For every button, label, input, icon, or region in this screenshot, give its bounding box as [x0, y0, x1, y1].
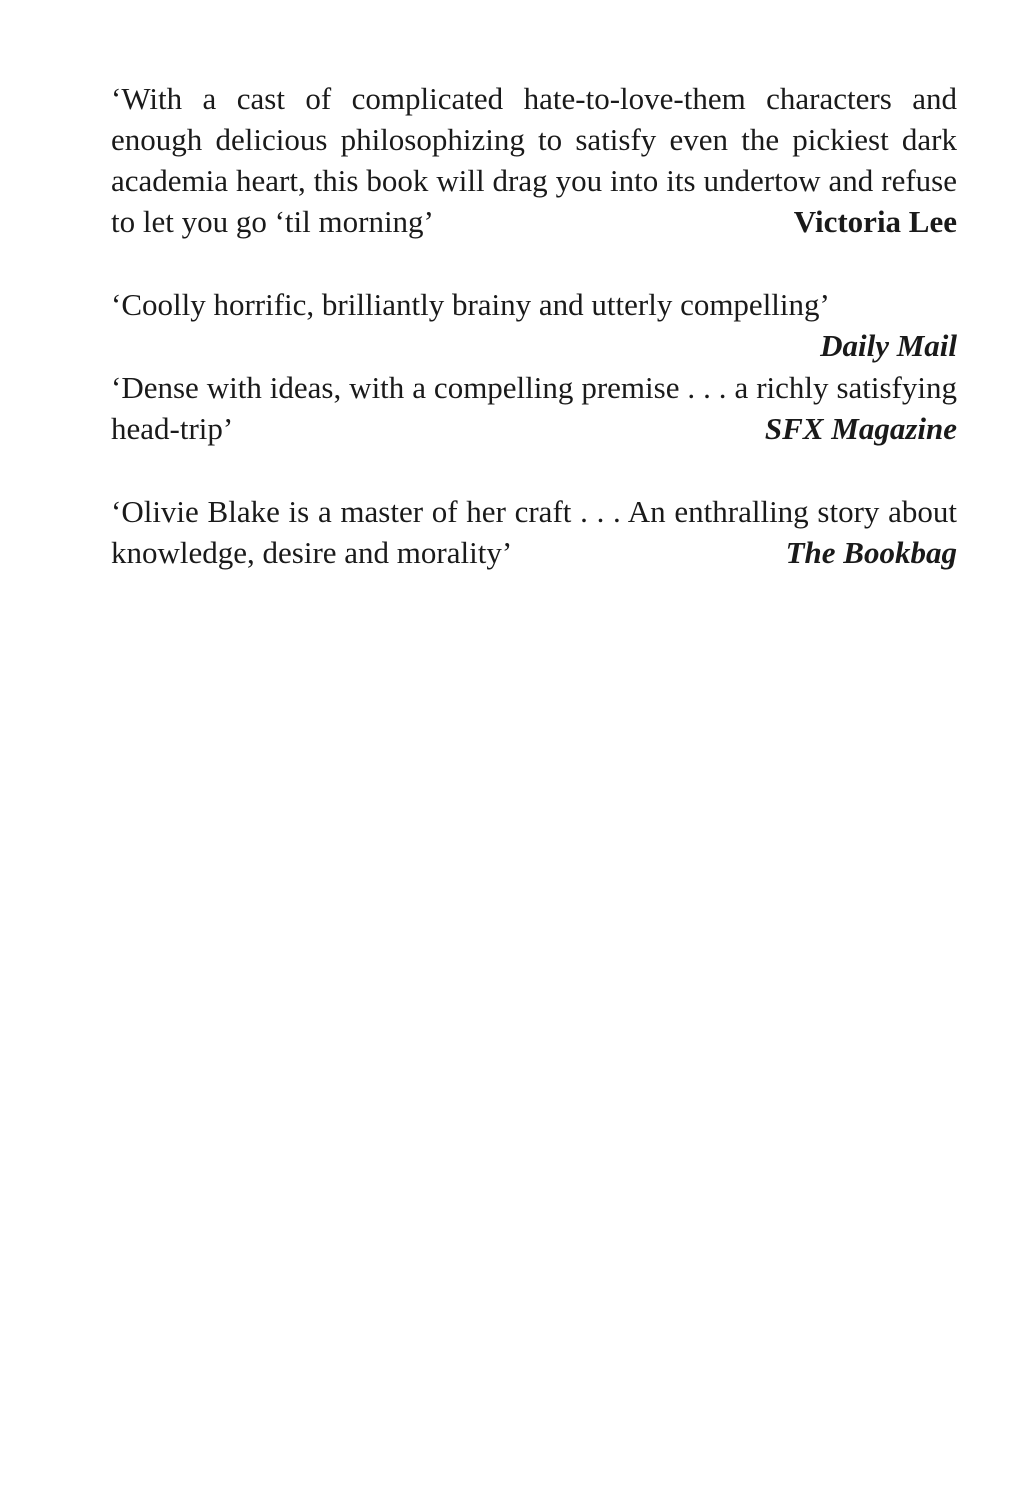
quote-source: Daily Mail [820, 328, 957, 363]
blurb-sfx-magazine [111, 367, 957, 449]
quote-text: ‘Coolly horrific, brilliantly brainy and utterly compelling’ [111, 287, 830, 322]
praise-quotes [111, 78, 957, 615]
quote-text: ‘With a cast of complicated hate-to-love-them characters and enough delicious philosophizing to satisfy even the pickiest dark academia heart, this book will drag you into its undertow and refuse to let you go ‘til morning’ [111, 81, 957, 239]
blurb-victoria-lee [111, 78, 957, 242]
blurb-daily-mail [111, 284, 957, 363]
quote-text: ‘Dense with ideas, with a compelling premise . . . a richly satisfying head-trip’ [111, 370, 957, 446]
quote-source: The Bookbag [785, 535, 957, 570]
quote-source: SFX Magazine [764, 411, 957, 446]
quote-text: ‘Olivie Blake is a master of her craft . . . An enthralling story about knowledge, desire and morality’ [111, 494, 957, 570]
blurb-the-bookbag [111, 491, 957, 573]
quote-source: Victoria Lee [793, 204, 957, 239]
